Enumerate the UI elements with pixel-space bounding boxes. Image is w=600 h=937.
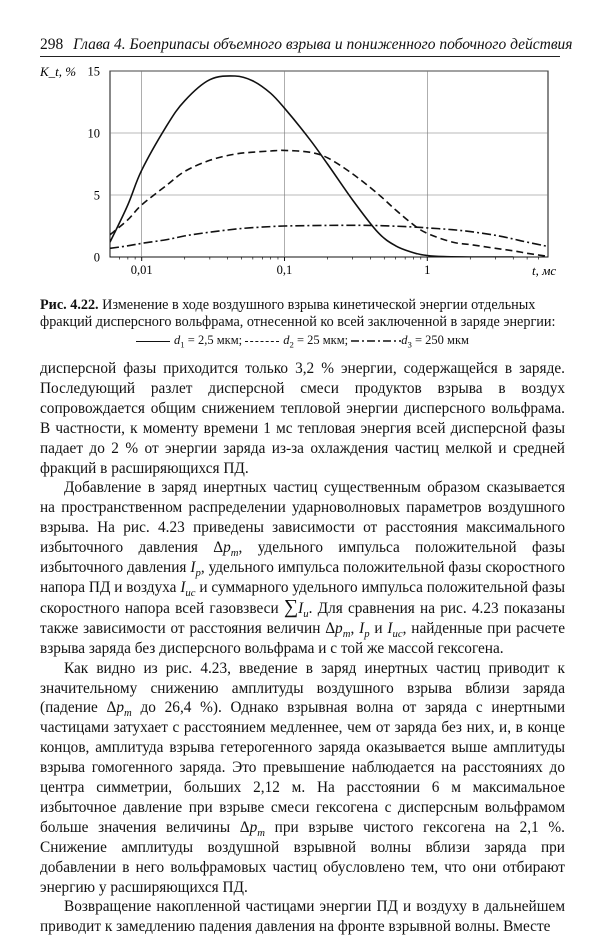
- paragraph-3: [40, 659, 565, 898]
- x-tick-label: 0,01: [130, 263, 153, 277]
- caption-legend: [40, 332, 565, 349]
- legend-d2-value: = 25 мкм;: [296, 333, 349, 347]
- legend-d3-symbol: d: [401, 333, 408, 347]
- legend-d2-symbol: d: [283, 333, 290, 347]
- sym-sum: ∑: [283, 595, 299, 618]
- y-tick-label: 5: [93, 188, 100, 203]
- sym-I2: I: [359, 619, 365, 637]
- legend-d3-sub: 3: [407, 339, 412, 350]
- plot-border: [110, 71, 548, 257]
- paragraph-1: дисперсной фазы приходится только 3,2 % энергии, содержащейся в заряде. Последующий разлет дисперсной смеси продуктов взрыва в воздух сопровождается общим снижением тепловой энергии дисперсного вольфрама. В частности, к моменту времени 1 мс тепловая энергия всей дисперсной фазы падает до 2 % от энергии заряда из-за охлаждения частиц мелкой и средней фракций в расширяющихся ПД.: [40, 360, 565, 477]
- p2-part-b: , удельного импульса положительной фазы избыточного давления: [40, 539, 565, 577]
- sym-comma-1: ,: [350, 619, 355, 637]
- sym-p: p: [223, 539, 231, 557]
- y-tick-label: 15: [87, 64, 100, 79]
- body-text: [40, 359, 565, 937]
- chart-gridlines: [110, 71, 548, 257]
- running-header: [40, 36, 573, 54]
- sym-u-sub: и: [303, 607, 309, 620]
- y-tick-label: 0: [93, 250, 100, 265]
- sym-I-ic: I: [180, 578, 186, 596]
- p2-part-a: Добавление в заряд инертных частиц существенным образом сказывается на пространственном распределении ударноволновых параметров воздушного взрыва. На рис. 4.23 приведены зависимости от расстояния максимального избыточного давления Δ: [40, 479, 565, 557]
- chart-ticks: [88, 65, 539, 278]
- series-line-3: [110, 225, 548, 248]
- header-rule: [40, 56, 560, 57]
- y-tick-label: 10: [87, 126, 100, 141]
- sym-m: m: [230, 547, 239, 560]
- caption-text: Изменение в ходе воздушного взрыва кинетической энергии отдельных фракций дисперсного вольфрама, отнесенной ко всей заключенной в заряде энергии:: [40, 297, 556, 330]
- p3-part-a: Как видно из рис. 4.23, введение в заряд инертных частиц приводит к значительному снижению амплитуды воздушного взрыва вблизи заряда (падение Δ: [40, 659, 565, 717]
- sym-m2: m: [342, 627, 351, 640]
- paragraph-4: Возвращение накопленной частицами энергии ПД и воздуху в дальнейшем приводит к замедлению падения давления на фронте взрывной волны. Вместе: [40, 898, 565, 936]
- x-tick-label: 0,1: [276, 263, 293, 277]
- sym-p4: p: [249, 818, 258, 836]
- sym-I3: I: [387, 619, 393, 637]
- p2-part-d: и суммарного удельного импульса положительной фазы скоростного напора всей газовзвеси: [40, 578, 565, 617]
- legend-dashed-line: [245, 341, 279, 342]
- legend-d1-sub: 1: [180, 339, 185, 350]
- sym-p-sub: p: [195, 567, 201, 580]
- y-axis-label: K_t, %: [40, 64, 77, 79]
- legend-d1-value: = 2,5 мкм;: [187, 333, 243, 347]
- sym-ic-sub2: ис: [392, 627, 403, 640]
- legend-dashdot-line: [351, 338, 401, 344]
- caption-label: Рис. 4.22.: [40, 297, 99, 313]
- p2-part-e: . Для сравнения на рис. 4.23 показаны также зависимости от расстояния величин Δ: [40, 599, 565, 637]
- sym-m4: m: [257, 826, 266, 839]
- paragraph-2: Добавление в заряд инертных частиц существенным образом сказывается на пространственном распределении ударноволновых параметров воздушного взрыва. На рис. 4.23 приведены зависимости от расстояния максимального избыточного давления $\Delta p_m$, удельного импульса положительной фазы избыточного давления $I_p$, удельного импульса положительной фазы скоростного напора ПД и воздуха $I_{ис}$ и суммарного удельного импульса положительной фазы скоростного напора всей газовзвеси $\sum I_и$. Для сравнения на рис. 4.23 показаны также зависимости от расстояния величин $\Delta p_m$, $I_p$ и $I_{ис}$, найденные при расчете взрыва заряда без дисперсного вольфрама и с той же массой гексогена.: [40, 479, 565, 657]
- x-tick-label: 1: [424, 263, 431, 277]
- sym-p3: p: [116, 699, 125, 717]
- p3-part-b: до 26,4 %). Однако взрывная волна от заряда с инертными частицами затухает с расстоянием медленнее, чем от заряда без них, и, в конце концов, амплитуда взрыва гетерогенного заряда оказывается выше амплитуды взрыва гомогенного заряда. Это превышение наблюдается на расстояниях до центра симметрии, больших 2,12 м. На расстоянии 6 м максимальное избыточное давление при взрыве смеси гексогена с дисперсным вольфрамом больше значения величины Δ: [40, 699, 566, 836]
- legend-d1-symbol: d: [174, 333, 181, 347]
- energy-chart: [40, 60, 560, 294]
- chart-frame: [110, 71, 548, 257]
- sym-m3: m: [124, 707, 132, 720]
- running-title: Глава 4. Боеприпасы объемного взрыва и пониженного побочного действия: [73, 36, 573, 53]
- sym-p-sub2: p: [364, 627, 370, 640]
- sym-p2: p: [335, 619, 343, 637]
- sym-I-u: I: [298, 599, 304, 617]
- legend-d2-sub: 2: [289, 339, 294, 350]
- chart-series: [110, 76, 548, 257]
- page-number: 298: [40, 36, 64, 53]
- figure-caption: [40, 297, 565, 349]
- legend-d3-value: = 250 мкм: [415, 333, 469, 347]
- p3-part-c: при взрыве чистого гексогена на 2,1 %. Снижение амплитуды воздушной взрывной волны вблизи заряда при добавлении в него вольфрамовых частиц обусловлено тем, что они отбирают энергию у расширяющихся ПД.: [40, 818, 565, 896]
- sym-ic-sub: ис: [185, 587, 196, 600]
- p2-part-f: , найденные при расчете взрыва заряда без дисперсного вольфрама и с той же массой гексогена.: [40, 619, 565, 657]
- p2-part-c: , удельного импульса положительной фазы скоростного напора ПД и воздуха: [40, 559, 565, 596]
- x-axis-label: t, мс: [532, 263, 557, 278]
- sym-I: I: [190, 559, 196, 577]
- legend-solid-line: [136, 341, 170, 342]
